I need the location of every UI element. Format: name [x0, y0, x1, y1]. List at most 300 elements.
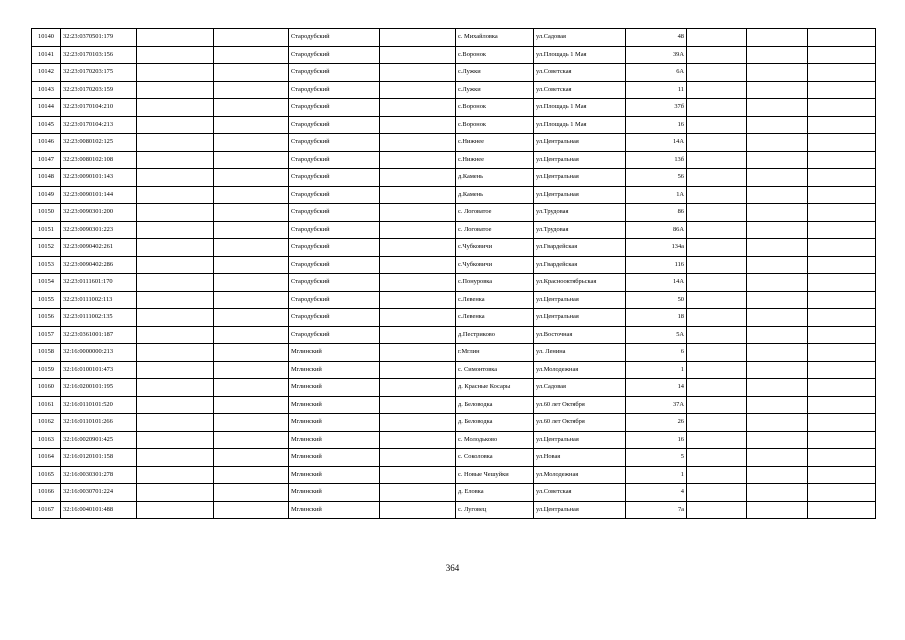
locality-name: с.Нижнее — [456, 134, 534, 152]
empty-cell — [380, 274, 456, 292]
table-row — [32, 186, 876, 204]
empty-cell — [747, 169, 808, 187]
row-number: 10145 — [32, 116, 61, 134]
empty-cell — [687, 151, 747, 169]
empty-cell — [808, 256, 876, 274]
cadastral-number: 32:23:0111002:135 — [61, 309, 137, 327]
empty-cell — [214, 361, 289, 379]
street-name: ул.Советская — [534, 484, 626, 502]
table-row — [32, 99, 876, 117]
empty-cell — [687, 204, 747, 222]
empty-cell — [137, 64, 214, 82]
empty-cell — [808, 274, 876, 292]
district-name: Стародубский — [289, 326, 380, 344]
empty-cell — [808, 309, 876, 327]
street-name: ул.Садовая — [534, 29, 626, 47]
empty-cell — [214, 396, 289, 414]
table-body — [32, 29, 876, 519]
house-number: 14А — [626, 274, 687, 292]
district-name: Мглинский — [289, 396, 380, 414]
table-row — [32, 134, 876, 152]
empty-cell — [137, 414, 214, 432]
page-number: 364 — [445, 563, 460, 573]
empty-cell — [747, 99, 808, 117]
district-name: Мглинский — [289, 414, 380, 432]
row-number: 10150 — [32, 204, 61, 222]
empty-cell — [137, 361, 214, 379]
table-row — [32, 414, 876, 432]
empty-cell — [808, 169, 876, 187]
table-row — [32, 396, 876, 414]
empty-cell — [380, 466, 456, 484]
empty-cell — [687, 99, 747, 117]
empty-cell — [808, 431, 876, 449]
empty-cell — [380, 379, 456, 397]
district-name: Мглинский — [289, 501, 380, 519]
locality-name: д. Красные Косары — [456, 379, 534, 397]
empty-cell — [747, 239, 808, 257]
locality-name: с. Молодьково — [456, 431, 534, 449]
empty-cell — [747, 361, 808, 379]
empty-cell — [808, 64, 876, 82]
empty-cell — [747, 81, 808, 99]
locality-name: с. Луговец — [456, 501, 534, 519]
row-number: 10156 — [32, 309, 61, 327]
empty-cell — [687, 64, 747, 82]
street-name: ул.Центральная — [534, 186, 626, 204]
district-name: Стародубский — [289, 151, 380, 169]
cadastral-number: 32:23:0170104:213 — [61, 116, 137, 134]
empty-cell — [687, 484, 747, 502]
empty-cell — [380, 396, 456, 414]
house-number: 14А — [626, 134, 687, 152]
district-name: Мглинский — [289, 484, 380, 502]
empty-cell — [808, 326, 876, 344]
empty-cell — [380, 204, 456, 222]
cadastral-number: 32:16:0000000:213 — [61, 344, 137, 362]
house-number: 16 — [626, 431, 687, 449]
cadastral-number: 32:16:0030701:224 — [61, 484, 137, 502]
empty-cell — [687, 326, 747, 344]
table-row — [32, 221, 876, 239]
empty-cell — [380, 361, 456, 379]
empty-cell — [214, 29, 289, 47]
empty-cell — [214, 186, 289, 204]
house-number: 1А — [626, 186, 687, 204]
empty-cell — [687, 134, 747, 152]
empty-cell — [214, 46, 289, 64]
empty-cell — [137, 326, 214, 344]
empty-cell — [137, 81, 214, 99]
locality-name: с.Понуровка — [456, 274, 534, 292]
empty-cell — [808, 291, 876, 309]
empty-cell — [687, 414, 747, 432]
locality-name: с.Левенка — [456, 309, 534, 327]
empty-cell — [214, 431, 289, 449]
table-row — [32, 81, 876, 99]
table-row — [32, 431, 876, 449]
empty-cell — [380, 186, 456, 204]
table-row — [32, 29, 876, 47]
street-name: ул.Советская — [534, 81, 626, 99]
empty-cell — [214, 169, 289, 187]
empty-cell — [137, 449, 214, 467]
empty-cell — [687, 344, 747, 362]
locality-name: с.Левенка — [456, 291, 534, 309]
street-name: ул.Гвардейская — [534, 256, 626, 274]
table-row — [32, 169, 876, 187]
house-number: 37б — [626, 99, 687, 117]
empty-cell — [747, 29, 808, 47]
district-name: Стародубский — [289, 256, 380, 274]
row-number: 10165 — [32, 466, 61, 484]
empty-cell — [214, 221, 289, 239]
locality-name: с.Воронок — [456, 99, 534, 117]
locality-name: д.Камень — [456, 186, 534, 204]
row-number: 10167 — [32, 501, 61, 519]
locality-name: с.Чубковичи — [456, 256, 534, 274]
row-number: 10155 — [32, 291, 61, 309]
empty-cell — [687, 116, 747, 134]
empty-cell — [137, 309, 214, 327]
empty-cell — [214, 326, 289, 344]
house-number: 56 — [626, 169, 687, 187]
street-name: ул.Молодежная — [534, 361, 626, 379]
cadastral-number: 32:16:0110101:520 — [61, 396, 137, 414]
table-row — [32, 64, 876, 82]
empty-cell — [687, 186, 747, 204]
empty-cell — [380, 46, 456, 64]
empty-cell — [747, 379, 808, 397]
empty-cell — [687, 501, 747, 519]
house-number: 5А — [626, 326, 687, 344]
empty-cell — [380, 414, 456, 432]
empty-cell — [214, 309, 289, 327]
empty-cell — [380, 64, 456, 82]
district-name: Мглинский — [289, 466, 380, 484]
house-number: 50 — [626, 291, 687, 309]
street-name: ул. Ленина — [534, 344, 626, 362]
empty-cell — [380, 99, 456, 117]
row-number: 10141 — [32, 46, 61, 64]
row-number: 10152 — [32, 239, 61, 257]
locality-name: с.Нижнее — [456, 151, 534, 169]
cadastral-number: 32:23:0170203:159 — [61, 81, 137, 99]
house-number: 86 — [626, 204, 687, 222]
empty-cell — [747, 396, 808, 414]
empty-cell — [137, 431, 214, 449]
empty-cell — [380, 116, 456, 134]
street-name: ул.Центральная — [534, 151, 626, 169]
table-row — [32, 484, 876, 502]
table-row — [32, 256, 876, 274]
table-row — [32, 204, 876, 222]
empty-cell — [380, 256, 456, 274]
row-number: 10162 — [32, 414, 61, 432]
empty-cell — [137, 379, 214, 397]
empty-cell — [747, 116, 808, 134]
empty-cell — [687, 449, 747, 467]
empty-cell — [747, 64, 808, 82]
street-name: ул.Центральная — [534, 169, 626, 187]
district-name: Стародубский — [289, 134, 380, 152]
empty-cell — [687, 396, 747, 414]
street-name: ул.Красноoктябрьская — [534, 274, 626, 292]
empty-cell — [137, 134, 214, 152]
empty-cell — [137, 99, 214, 117]
district-name: Стародубский — [289, 169, 380, 187]
table-row — [32, 449, 876, 467]
empty-cell — [808, 396, 876, 414]
empty-cell — [808, 466, 876, 484]
street-name: ул.Советская — [534, 64, 626, 82]
empty-cell — [747, 309, 808, 327]
locality-name: с.Воронок — [456, 46, 534, 64]
district-name: Стародубский — [289, 186, 380, 204]
empty-cell — [137, 484, 214, 502]
empty-cell — [137, 186, 214, 204]
district-name: Стародубский — [289, 81, 380, 99]
cadastral-number: 32:23:0080102:108 — [61, 151, 137, 169]
empty-cell — [747, 134, 808, 152]
empty-cell — [687, 274, 747, 292]
table-row — [32, 361, 876, 379]
empty-cell — [137, 501, 214, 519]
table-row — [32, 239, 876, 257]
locality-name: с. Новые Чешуйки — [456, 466, 534, 484]
empty-cell — [687, 221, 747, 239]
empty-cell — [687, 361, 747, 379]
table-row — [32, 466, 876, 484]
empty-cell — [808, 204, 876, 222]
empty-cell — [747, 274, 808, 292]
locality-name: с. Соколовка — [456, 449, 534, 467]
street-name: ул.Восточная — [534, 326, 626, 344]
empty-cell — [808, 29, 876, 47]
locality-name: с. Михайловка — [456, 29, 534, 47]
empty-cell — [380, 291, 456, 309]
house-number: 6 — [626, 344, 687, 362]
empty-cell — [214, 344, 289, 362]
empty-cell — [214, 81, 289, 99]
empty-cell — [380, 431, 456, 449]
house-number: 13б — [626, 151, 687, 169]
district-name: Стародубский — [289, 221, 380, 239]
district-name: Стародубский — [289, 274, 380, 292]
table-row — [32, 309, 876, 327]
empty-cell — [137, 344, 214, 362]
empty-cell — [747, 501, 808, 519]
empty-cell — [137, 116, 214, 134]
locality-name: с.Чубковичи — [456, 239, 534, 257]
registry-table — [31, 28, 876, 519]
house-number: 4 — [626, 484, 687, 502]
cadastral-number: 32:23:0170203:175 — [61, 64, 137, 82]
empty-cell — [380, 501, 456, 519]
empty-cell — [137, 396, 214, 414]
cadastral-number: 32:16:0120101:158 — [61, 449, 137, 467]
empty-cell — [747, 484, 808, 502]
empty-cell — [380, 484, 456, 502]
empty-cell — [747, 221, 808, 239]
cadastral-number: 32:23:0111601:170 — [61, 274, 137, 292]
district-name: Мглинский — [289, 361, 380, 379]
street-name: ул.Площадь 1 Мая — [534, 46, 626, 64]
empty-cell — [380, 326, 456, 344]
street-name: ул.Молодежная — [534, 466, 626, 484]
empty-cell — [747, 256, 808, 274]
empty-cell — [687, 309, 747, 327]
cadastral-number: 32:23:0090101:143 — [61, 169, 137, 187]
empty-cell — [380, 134, 456, 152]
empty-cell — [808, 379, 876, 397]
row-number: 10157 — [32, 326, 61, 344]
empty-cell — [687, 29, 747, 47]
row-number: 10153 — [32, 256, 61, 274]
cadastral-number: 32:23:0361001:187 — [61, 326, 137, 344]
cadastral-number: 32:23:0090101:144 — [61, 186, 137, 204]
district-name: Мглинский — [289, 379, 380, 397]
empty-cell — [214, 379, 289, 397]
table-row — [32, 274, 876, 292]
district-name: Стародубский — [289, 99, 380, 117]
empty-cell — [380, 449, 456, 467]
house-number: 116 — [626, 256, 687, 274]
locality-name: д.Камень — [456, 169, 534, 187]
row-number: 10148 — [32, 169, 61, 187]
district-name: Мглинский — [289, 344, 380, 362]
row-number: 10164 — [32, 449, 61, 467]
street-name: ул.Гвардейская — [534, 239, 626, 257]
cadastral-number: 32:16:0040101:488 — [61, 501, 137, 519]
table-row — [32, 116, 876, 134]
locality-name: д. Еловка — [456, 484, 534, 502]
house-number: 39А — [626, 46, 687, 64]
empty-cell — [808, 116, 876, 134]
house-number: 86А — [626, 221, 687, 239]
empty-cell — [380, 309, 456, 327]
empty-cell — [214, 449, 289, 467]
street-name: ул.Трудовая — [534, 204, 626, 222]
empty-cell — [747, 46, 808, 64]
cadastral-number: 32:23:0090301:200 — [61, 204, 137, 222]
empty-cell — [380, 169, 456, 187]
empty-cell — [137, 291, 214, 309]
empty-cell — [808, 449, 876, 467]
cadastral-number: 32:16:0100101:473 — [61, 361, 137, 379]
row-number: 10149 — [32, 186, 61, 204]
row-number: 10160 — [32, 379, 61, 397]
cadastral-number: 32:16:0110101:266 — [61, 414, 137, 432]
house-number: 48 — [626, 29, 687, 47]
table-row — [32, 46, 876, 64]
house-number: 11 — [626, 81, 687, 99]
empty-cell — [747, 431, 808, 449]
street-name: ул.Центральная — [534, 501, 626, 519]
table-row — [32, 501, 876, 519]
empty-cell — [747, 344, 808, 362]
street-name: ул.Центральная — [534, 431, 626, 449]
district-name: Стародубский — [289, 116, 380, 134]
cadastral-number: 32:23:0090402:286 — [61, 256, 137, 274]
empty-cell — [808, 484, 876, 502]
empty-cell — [747, 151, 808, 169]
house-number: 14 — [626, 379, 687, 397]
empty-cell — [808, 344, 876, 362]
empty-cell — [687, 46, 747, 64]
empty-cell — [214, 239, 289, 257]
cadastral-number: 32:16:0030301:278 — [61, 466, 137, 484]
street-name: ул.Центральная — [534, 309, 626, 327]
cadastral-number: 32:23:0090402:261 — [61, 239, 137, 257]
row-number: 10159 — [32, 361, 61, 379]
locality-name: с. Логоватое — [456, 204, 534, 222]
empty-cell — [137, 466, 214, 484]
table-row — [32, 344, 876, 362]
empty-cell — [137, 204, 214, 222]
district-name: Мглинский — [289, 449, 380, 467]
empty-cell — [747, 449, 808, 467]
street-name: ул.Центральная — [534, 134, 626, 152]
empty-cell — [380, 239, 456, 257]
empty-cell — [808, 221, 876, 239]
district-name: Стародубский — [289, 64, 380, 82]
district-name: Стародубский — [289, 239, 380, 257]
row-number: 10161 — [32, 396, 61, 414]
house-number: 5 — [626, 449, 687, 467]
empty-cell — [808, 414, 876, 432]
street-name: ул.Садовая — [534, 379, 626, 397]
cadastral-number: 32:23:0080102:125 — [61, 134, 137, 152]
empty-cell — [137, 256, 214, 274]
empty-cell — [137, 274, 214, 292]
empty-cell — [214, 99, 289, 117]
empty-cell — [687, 169, 747, 187]
district-name: Стародубский — [289, 204, 380, 222]
district-name: Стародубский — [289, 309, 380, 327]
empty-cell — [747, 291, 808, 309]
empty-cell — [137, 221, 214, 239]
empty-cell — [380, 81, 456, 99]
empty-cell — [747, 186, 808, 204]
empty-cell — [747, 466, 808, 484]
cadastral-number: 32:23:0111002:113 — [61, 291, 137, 309]
empty-cell — [214, 151, 289, 169]
empty-cell — [137, 29, 214, 47]
locality-name: д. Беловодка — [456, 414, 534, 432]
locality-name: с.Лужки — [456, 81, 534, 99]
empty-cell — [808, 239, 876, 257]
empty-cell — [380, 221, 456, 239]
empty-cell — [687, 431, 747, 449]
empty-cell — [380, 344, 456, 362]
table-row — [32, 326, 876, 344]
house-number: 6А — [626, 64, 687, 82]
empty-cell — [214, 204, 289, 222]
house-number: 134а — [626, 239, 687, 257]
empty-cell — [808, 501, 876, 519]
empty-cell — [214, 256, 289, 274]
empty-cell — [137, 151, 214, 169]
street-name: ул.Новая — [534, 449, 626, 467]
locality-name: с.Лужки — [456, 64, 534, 82]
empty-cell — [687, 466, 747, 484]
empty-cell — [214, 134, 289, 152]
empty-cell — [214, 291, 289, 309]
row-number: 10144 — [32, 99, 61, 117]
empty-cell — [687, 256, 747, 274]
house-number: 1 — [626, 466, 687, 484]
